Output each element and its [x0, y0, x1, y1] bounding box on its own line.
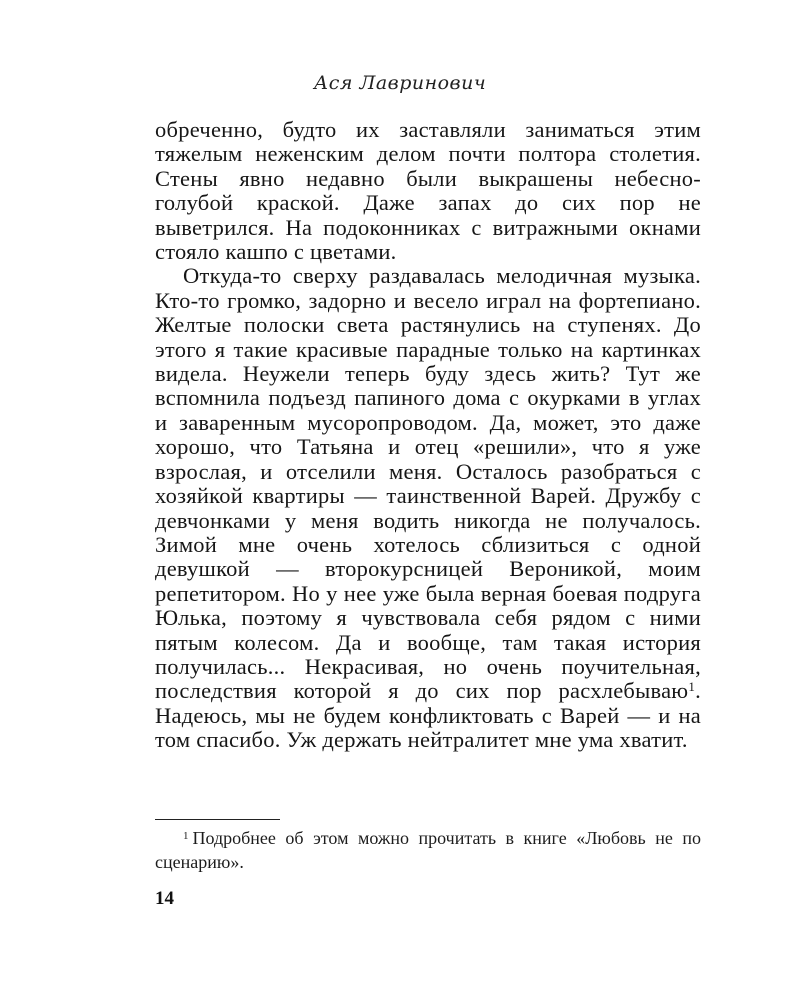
- running-header-author: Ася Лавринович: [313, 72, 487, 94]
- paragraph: [155, 264, 701, 752]
- footnote: [155, 826, 701, 874]
- footnote-marker: 1: [183, 830, 189, 842]
- body-text: [155, 118, 701, 753]
- footnote-text: Подробнее об этом можно прочитать в книге «Любовь не по сценарию».: [155, 828, 701, 872]
- paragraph-continued: обреченно, будто их заставляли заниматься этим тяжелым неженским делом почти полтора столетия. Стены явно недавно были выкрашены небесно-голубой краской. Даже запах до сих пор не выветрился. На подоконниках с витражными окнами стояло кашпо с цветами.: [155, 117, 701, 265]
- paragraph-text-tail: . Надеюсь, мы не будем конфликтовать с Варей — и на том спасибо. Уж держать нейтралитет мне ума хватит.: [155, 678, 701, 753]
- footnote-reference: 1: [688, 679, 696, 695]
- paragraph-text: Откуда-то сверху раздавалась мелодичная музыка. Кто-то громко, задорно и весело играл на фортепиано. Желтые полоски света растянулись на ступенях. До этого я такие красивые парадные только на картинках видела. Неужели теперь буду здесь жить? Тут же вспомнила подъезд папиного дома с окурками в углах и заваренным мусоропроводом. Да, может, это даже хорошо, что Татьяна и отец «решили», что я уже взрослая, и отселили меня. Осталось разобраться с хозяйкой квартиры — таинственной Варей. Дружбу с девчонками у меня водить никогда не получалось. Зимой мне очень хотелось сблизиться с одной девушкой — второкурсницей Вероникой, моим репетитором. Но у нее уже была верная боевая подруга Юлька, поэтому я чувствовала себя рядом с ними пятым колесом. Да и вообще, там такая история получилась... Некрасивая, но очень поучительная, последствия которой я до сих пор расхлебываю: [155, 263, 701, 704]
- page-number: 14: [155, 888, 174, 909]
- footnote-rule: [155, 819, 280, 820]
